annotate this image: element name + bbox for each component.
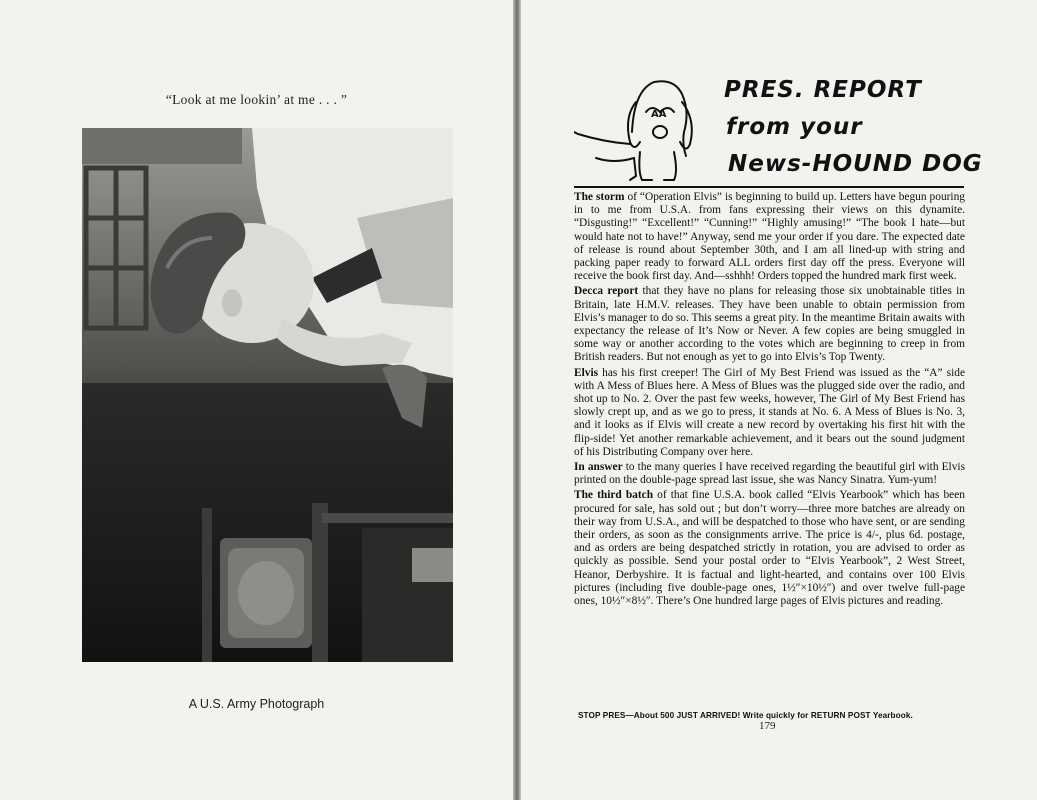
paragraph-lead: The third batch xyxy=(574,489,654,502)
paragraph-answer xyxy=(574,461,965,487)
paragraph-lead: In answer xyxy=(574,461,623,474)
paragraph-text: of “Operation Elvis” is beginning to build up. Letters have begun pouring in to me from U.S.A. from fans expressing their views on this dynamite. “Disgusting!” “Excellent!” “Cunning!” “Highly amusing!” “The book I hate—but would hate not to have!” Anyway, send me your order if you dare. The expected date of release is round about September 30th, and I am all lined-up with string and packing paper ready to forward ALL orders first day off the press. Everyone will receive the book first day. And—sshhh! Orders topped the hundred mark first week. xyxy=(574,191,965,283)
paragraph-storm xyxy=(574,191,965,283)
paragraph-lead: The storm xyxy=(574,191,625,203)
masthead-line-1: PRES. REPORT xyxy=(724,77,922,103)
article-body xyxy=(574,191,965,610)
paragraph-third-batch xyxy=(574,489,965,608)
paragraph-text: that they have no plans for releasing those six unobtainable titles in Britain, late H.M.V. releases. They have been unable to obtain permission from Elvis’s manager to do so. This seems a great pity. In the meantime Britain awaits with expectancy the release of It’s Now or Never. A few copies are being smuggled in some way or another according to the votes which are beginning to creep in from British readers. But not enough as yet to go into Elvis’s Top Twenty. xyxy=(574,285,965,364)
photo-quote: “Look at me lookin’ at me . . . ” xyxy=(165,92,348,107)
paragraph-lead: Elvis xyxy=(574,366,599,379)
paragraph-elvis xyxy=(574,367,965,459)
paragraph-text: of that fine U.S.A. book called “Elvis Yearbook” which has been procured for sale, has sold out ; but don’t worry—three more batches are already on their way from U.S.A., and will be despatched to those who have sent, or are sending their orders, as soon as the consignments arrive. The price is 4/-, plus 6d. postage, and as orders are being despatched strictly in rotation, you are advised to order as quickly as possible. Send your postal order to “Elvis Yearbook”, 2 West Street, Heanor, Derbyshire. It is factual and light-hearted, and contains over 100 Elvis pictures (including five double-page ones, 1½″×10½″) and over twelve full-page ones, 10½″×8½″. There’s One hundred large pages of Elvis pictures and reading. xyxy=(574,489,965,608)
paragraph-text: to the many queries I have received regarding the beautiful girl with Elvis printed on the double-page spread last issue, she was Nancy Sinatra. Yum-yum! xyxy=(574,461,966,487)
page-number: 179 xyxy=(759,720,776,732)
photo-caption: A U.S. Army Photograph xyxy=(188,697,325,711)
paragraph-text: has his first creeper! The Girl of My Best Friend was issued as the “A” side with A Mess of Blues here. A Mess of Blues was the plugged side over the radio, and shot up to No. 2. Over the past few weeks, however, The Girl of My Best Friend has slowly crept up, and as we go to press, it stands at No. 6. A Mess of Blues is No. 3, and it looks as if Elvis will create a new record by overtaking his first hit with the flip-side! Yet another remarkable achievement, and it bears out the sound judgment of his Distributing Company over here. xyxy=(574,366,965,458)
book-gutter xyxy=(513,0,521,800)
stop-press: STOP PRES—About 500 JUST ARRIVED! Write quickly for RETURN POST Yearbook. xyxy=(578,711,913,720)
army-photograph xyxy=(82,128,453,662)
hound-dog-label: AA xyxy=(651,109,667,120)
paragraph-decca xyxy=(574,285,965,364)
masthead-line-3: News-HOUND DOG xyxy=(728,151,983,177)
column-masthead xyxy=(574,72,983,188)
paragraph-lead: Decca report xyxy=(574,285,639,298)
masthead-line-2: from your xyxy=(726,114,863,140)
hound-dog-icon xyxy=(574,72,724,188)
masthead-rule xyxy=(574,186,964,188)
